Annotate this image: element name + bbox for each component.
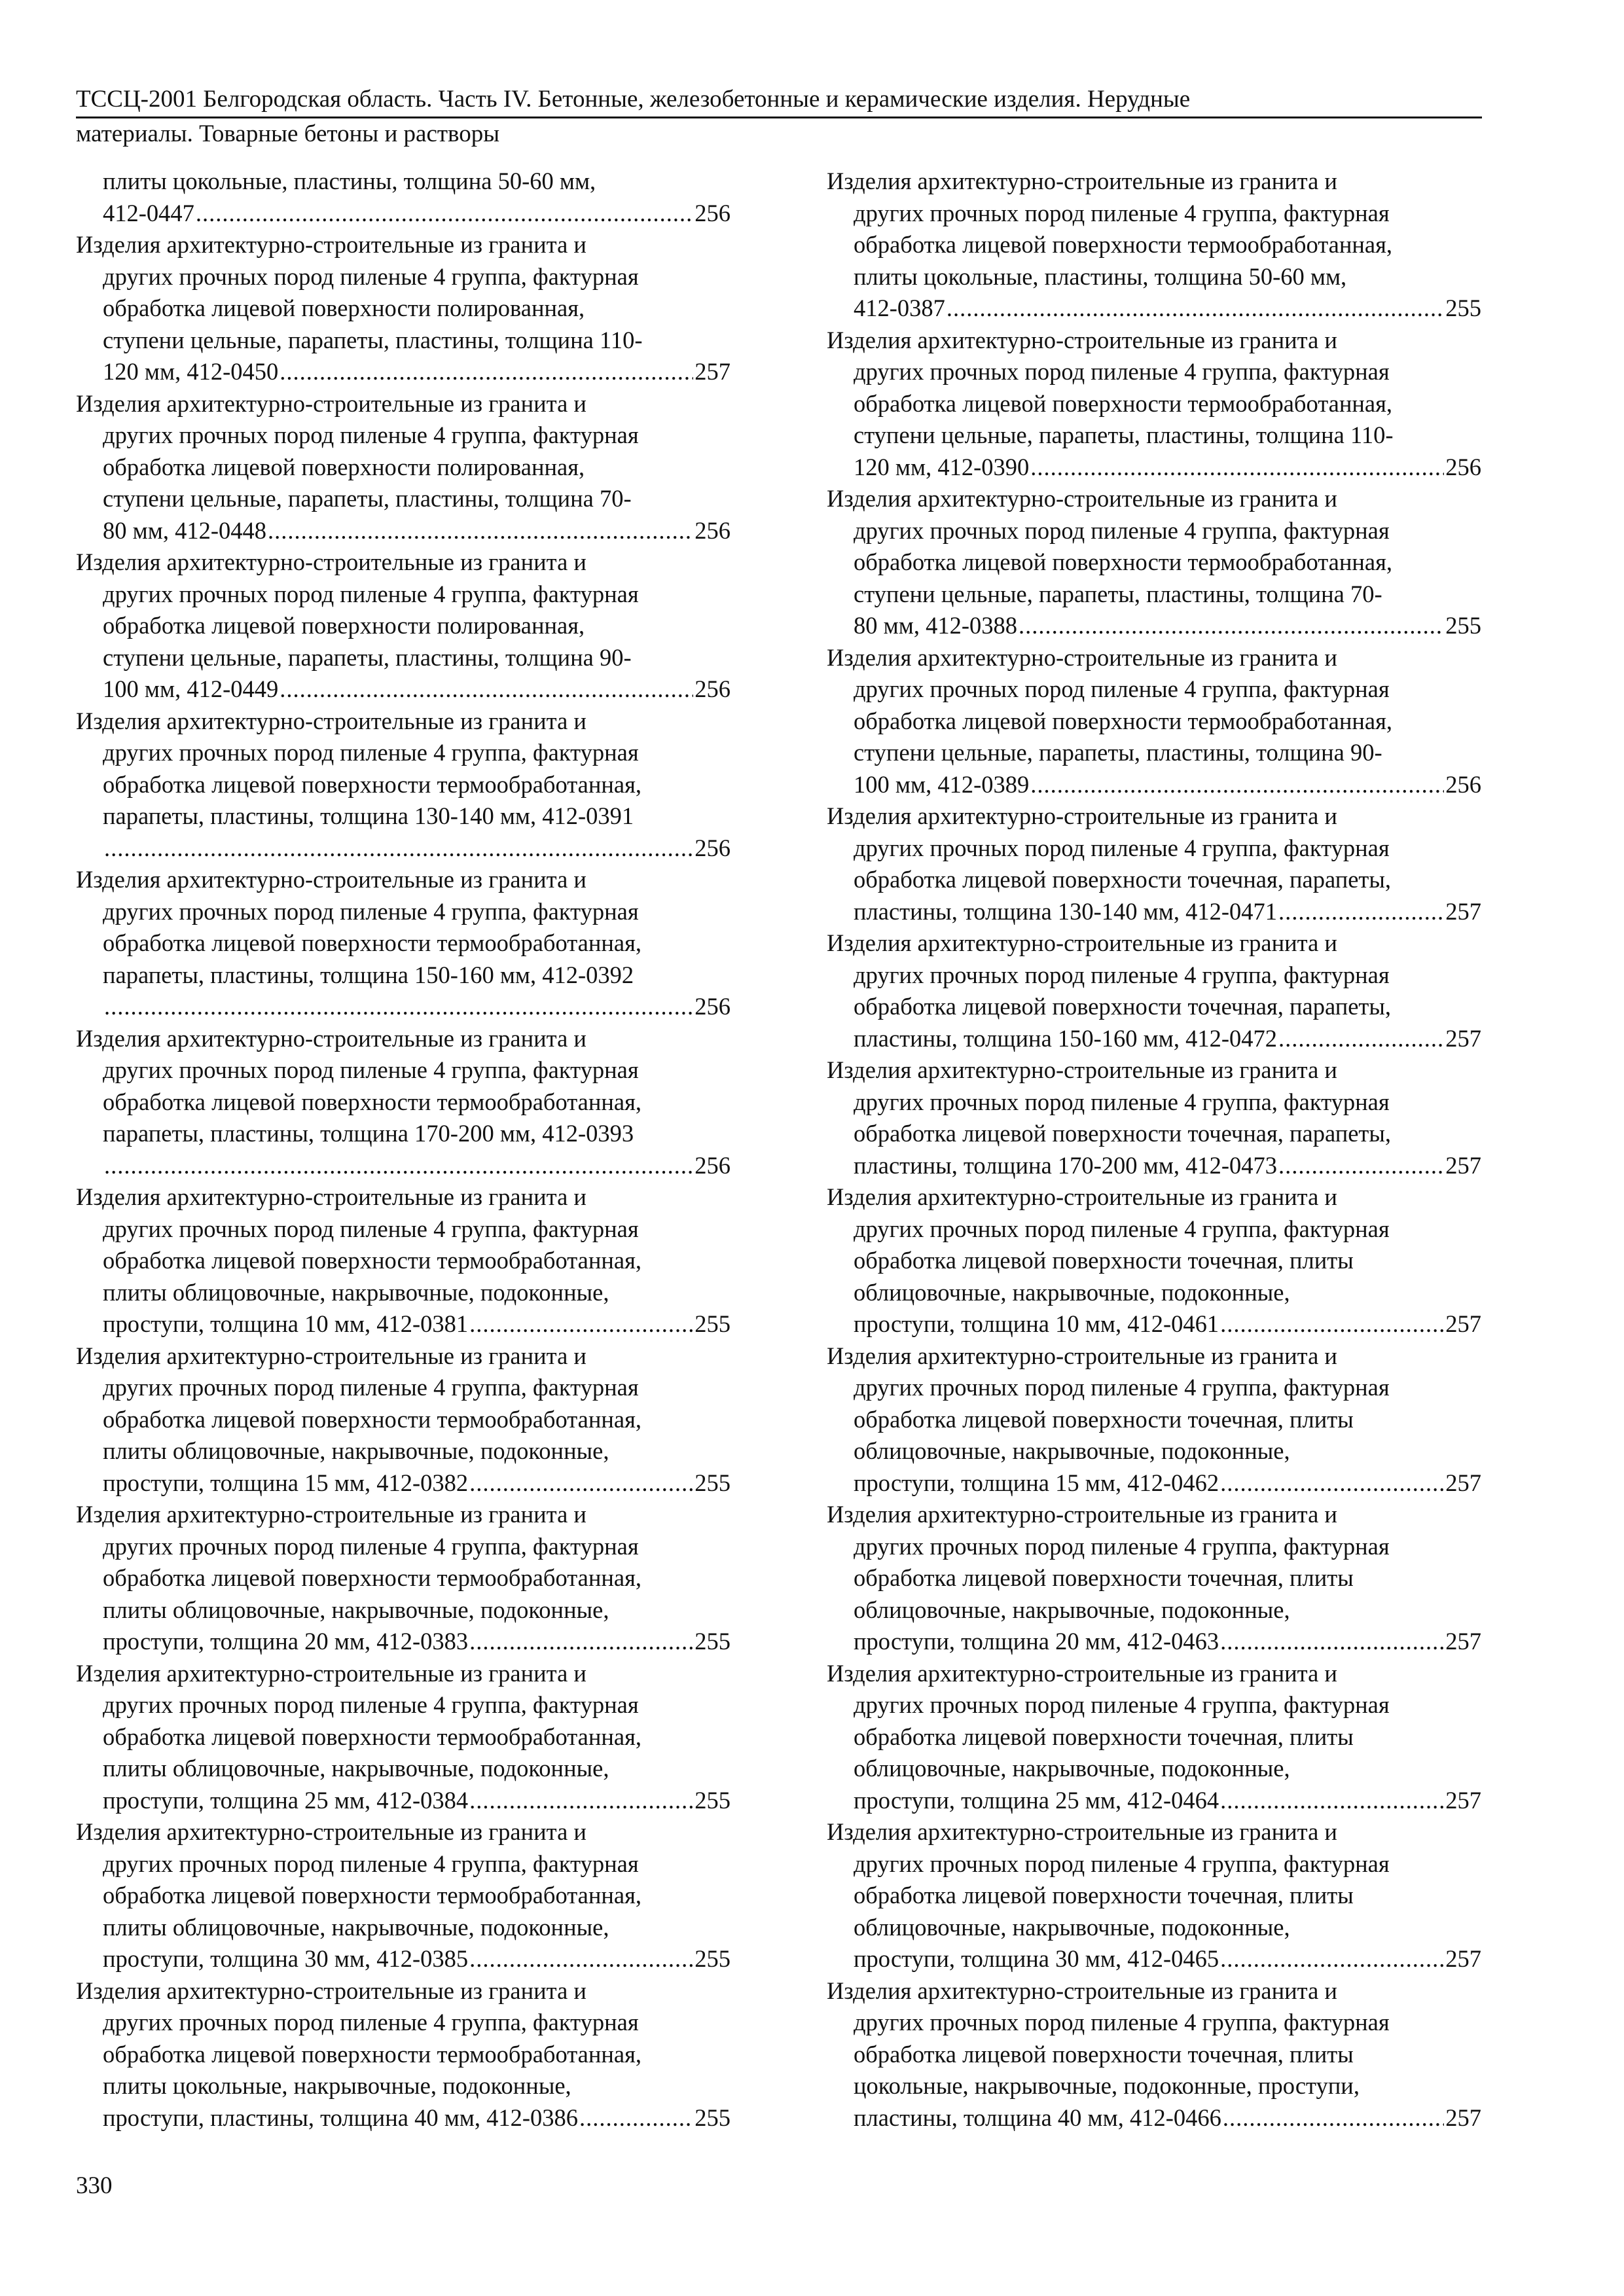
dot-leader xyxy=(104,1150,693,1182)
index-entry-last-line xyxy=(76,2102,731,2134)
index-entry-line: ступени цельные, парапеты, пластины, толщина 90- xyxy=(854,739,1382,766)
index-entry-page-ref: 256 xyxy=(695,199,731,226)
index-entry-text: проступи, толщина 30 мм, 412-0465 xyxy=(854,1945,1219,1972)
index-entry-text: проступи, толщина 30 мм, 412-0385 xyxy=(103,1945,469,1972)
index-entry-line: обработка лицевой поверхности термообработанная, xyxy=(103,2040,642,2068)
index-entry-line: Изделия архитектурно-строительные из гранита и xyxy=(76,389,586,417)
index-entry xyxy=(827,1975,1481,2134)
index-entry-last-line xyxy=(827,1150,1481,1182)
index-entry-page-ref: 257 xyxy=(1445,1628,1481,1655)
index-entry xyxy=(827,1340,1481,1499)
index-entry xyxy=(827,642,1481,801)
dot-leader xyxy=(268,515,693,547)
index-entry-page-ref: 256 xyxy=(695,834,731,861)
index-entry-last-line xyxy=(76,1150,731,1182)
index-entry-line: Изделия архитектурно-строительные из гранита и xyxy=(827,929,1337,956)
dot-leader xyxy=(1223,2102,1444,2134)
index-entry-line: других прочных пород пиленые 4 группа, фактурная xyxy=(103,580,639,607)
index-entry-line: обработка лицевой поверхности термообработанная, xyxy=(854,231,1393,258)
index-entry-text: 120 мм, 412-0450 xyxy=(103,358,279,385)
index-entry-line: обработка лицевой поверхности термообработанная, xyxy=(103,1405,642,1433)
index-entry xyxy=(827,1658,1481,1817)
header-title-line-1: ТССЦ-2001 Белгородская область. Часть IV. Бетонные, железобетонные и керамические изделия. Нерудные xyxy=(76,84,1482,118)
index-entry-line: обработка лицевой поверхности термообработанная, xyxy=(103,770,642,798)
index-entry-line: других прочных пород пиленые 4 группа, фактурная xyxy=(854,1088,1390,1115)
index-entry-last-line xyxy=(827,769,1481,801)
dot-leader xyxy=(1220,1467,1444,1499)
index-entry-last-line xyxy=(827,1785,1481,1817)
index-entry-line: других прочных пород пиленые 4 группа, фактурная xyxy=(103,1374,639,1401)
index-entry-text: проступи, толщина 20 мм, 412-0383 xyxy=(103,1628,469,1655)
dot-leader xyxy=(469,1785,693,1817)
index-entry-line: обработка лицевой поверхности полированная, xyxy=(103,612,585,639)
index-entry xyxy=(76,1816,731,1975)
index-entry xyxy=(827,800,1481,927)
dot-leader xyxy=(1278,1150,1444,1182)
index-entry-text: пластины, толщина 40 мм, 412-0466 xyxy=(854,2104,1221,2131)
dot-leader xyxy=(1220,1785,1444,1817)
index-entry-text: проступи, толщина 25 мм, 412-0464 xyxy=(854,1786,1219,1814)
index-entry-line: Изделия архитектурно-строительные из гранита и xyxy=(827,1056,1337,1083)
dot-leader xyxy=(1030,452,1444,484)
index-entry-line: обработка лицевой поверхности термообработанная, xyxy=(854,389,1393,417)
index-entry-line: обработка лицевой поверхности точечная, парапеты, xyxy=(854,1120,1392,1147)
index-entry xyxy=(827,927,1481,1054)
index-entry-line: Изделия архитектурно-строительные из гранита и xyxy=(76,866,586,893)
index-entry-last-line xyxy=(827,1308,1481,1340)
index-entry-line: ступени цельные, парапеты, пластины, толщина 70- xyxy=(103,485,632,512)
index-entry-page-ref: 257 xyxy=(1445,1151,1481,1179)
page-number: 330 xyxy=(76,2172,113,2199)
index-entry-line: других прочных пород пиленые 4 группа, фактурная xyxy=(103,1691,639,1718)
index-entry-text: проступи, толщина 10 мм, 412-0461 xyxy=(854,1310,1219,1337)
index-entry-last-line xyxy=(76,198,731,230)
index-entry-page-ref: 255 xyxy=(695,1310,731,1337)
index-entry-last-line xyxy=(827,2102,1481,2134)
index-entry xyxy=(76,229,731,388)
index-entry-page-ref: 257 xyxy=(1445,2104,1481,2131)
index-entry xyxy=(76,706,731,865)
index-entry-line: Изделия архитектурно-строительные из гранита и xyxy=(76,1501,586,1528)
index-entry-line: парапеты, пластины, толщина 130-140 мм, 412-0391 xyxy=(103,802,634,829)
index-entry-line: плиты облицовочные, накрывочные, подоконные, xyxy=(103,1437,609,1464)
index-entry-line: обработка лицевой поверхности термообработанная, xyxy=(103,1564,642,1591)
index-entry-line: парапеты, пластины, толщина 170-200 мм, 412-0393 xyxy=(103,1120,634,1147)
dot-leader xyxy=(104,833,693,865)
index-entry-line: обработка лицевой поверхности точечная, плиты xyxy=(854,1247,1354,1274)
index-entry-line: обработка лицевой поверхности точечная, плиты xyxy=(854,1882,1354,1909)
index-entry-line: Изделия архитектурно-строительные из гранита и xyxy=(76,1342,586,1369)
index-entry-page-ref: 256 xyxy=(695,516,731,544)
index-entry-text: 412-0447 xyxy=(103,199,194,226)
index-entry-line: обработка лицевой поверхности термообработанная, xyxy=(103,1247,642,1274)
index-entry-page-ref: 255 xyxy=(695,1469,731,1496)
index-entry-line: других прочных пород пиленые 4 группа, фактурная xyxy=(103,1056,639,1083)
index-entry-line: Изделия архитектурно-строительные из гранита и xyxy=(76,1818,586,1845)
dot-leader xyxy=(196,198,693,230)
index-entry-last-line xyxy=(76,673,731,706)
index-entry-line: других прочных пород пиленые 4 группа, фактурная xyxy=(854,1532,1390,1560)
index-entry-page-ref: 255 xyxy=(1445,612,1481,639)
index-entry-line: других прочных пород пиленые 4 группа, фактурная xyxy=(103,2009,639,2036)
index-entry-text: 412-0387 xyxy=(854,295,945,321)
index-entry-line: других прочных пород пиленые 4 группа, фактурная xyxy=(854,834,1390,861)
index-entry-line: ступени цельные, парапеты, пластины, толщина 70- xyxy=(854,580,1382,607)
index-entry-line: других прочных пород пиленые 4 группа, фактурная xyxy=(854,1850,1390,1877)
dot-leader xyxy=(104,991,693,1023)
index-entry xyxy=(76,1499,731,1658)
header-title-line-2: материалы. Товарные бетоны и растворы xyxy=(76,120,500,147)
index-entry-line: других прочных пород пиленые 4 группа, фактурная xyxy=(854,961,1390,988)
index-entry-line: обработка лицевой поверхности точечная, плиты xyxy=(854,2040,1354,2068)
index-entry-line: других прочных пород пиленые 4 группа, фактурная xyxy=(854,516,1390,544)
index-entry-page-ref: 257 xyxy=(1445,897,1481,925)
dot-leader xyxy=(1220,1626,1444,1658)
index-entry-line: плиты облицовочные, накрывочные, подоконные, xyxy=(103,1913,609,1941)
index-entry-last-line xyxy=(827,1626,1481,1658)
index-entry xyxy=(827,1816,1481,1975)
index-entry-line: других прочных пород пиленые 4 группа, фактурная xyxy=(854,199,1390,226)
index-entry-text: проступи, пластины, толщина 40 мм, 412-0386 xyxy=(103,2104,579,2131)
index-entry xyxy=(76,166,731,229)
index-entry-line: Изделия архитектурно-строительные из гранита и xyxy=(827,643,1337,671)
index-entry-line: Изделия архитектурно-строительные из гранита и xyxy=(827,1818,1337,1845)
dot-leader xyxy=(1220,1308,1444,1340)
index-entry-line: облицовочные, накрывочные, подоконные, xyxy=(854,1278,1290,1306)
index-entry-last-line xyxy=(827,293,1481,325)
index-entry xyxy=(76,1181,731,1340)
index-entry-line: обработка лицевой поверхности термообработанная, xyxy=(103,929,642,956)
index-entry-line: ступени цельные, парапеты, пластины, толщина 110- xyxy=(103,326,643,353)
index-entry-last-line xyxy=(76,1785,731,1817)
index-entry-line: других прочных пород пиленые 4 группа, фактурная xyxy=(103,1532,639,1560)
index-entry-line: Изделия архитектурно-строительные из гранита и xyxy=(827,1659,1337,1687)
index-entry-line: обработка лицевой поверхности полированная, xyxy=(103,453,585,480)
index-entry-text: 120 мм, 412-0390 xyxy=(854,453,1030,480)
index-entry xyxy=(76,547,731,706)
index-entry-line: облицовочные, накрывочные, подоконные, xyxy=(854,1596,1290,1623)
index-entry-line: Изделия архитектурно-строительные из гранита и xyxy=(827,485,1337,512)
index-entry-line: облицовочные, накрывочные, подоконные, xyxy=(854,1755,1290,1782)
index-entry-line: плиты цокольные, накрывочные, подоконные, xyxy=(103,2072,571,2099)
index-entry-last-line xyxy=(827,610,1481,642)
index-entry-line: других прочных пород пиленые 4 группа, фактурная xyxy=(854,1215,1390,1242)
index-entry xyxy=(76,1975,731,2134)
index-entry-text: проступи, толщина 25 мм, 412-0384 xyxy=(103,1786,469,1814)
index-entry-text: проступи, толщина 15 мм, 412-0462 xyxy=(854,1469,1219,1496)
index-entry-last-line xyxy=(76,1308,731,1340)
index-entry-text: 80 мм, 412-0388 xyxy=(854,612,1017,639)
running-header xyxy=(76,84,1482,150)
index-entry-line: других прочных пород пиленые 4 группа, фактурная xyxy=(854,358,1390,385)
index-entry-line: Изделия архитектурно-строительные из гранита и xyxy=(827,168,1337,194)
index-entry-line: других прочных пород пиленые 4 группа, фактурная xyxy=(103,262,639,290)
index-entry-text: 80 мм, 412-0448 xyxy=(103,516,266,544)
index-entry-line: ступени цельные, парапеты, пластины, толщина 90- xyxy=(103,643,632,671)
index-entry-text: проступи, толщина 20 мм, 412-0463 xyxy=(854,1628,1219,1655)
index-entry xyxy=(76,388,731,547)
index-entry-text: пластины, толщина 170-200 мм, 412-0473 xyxy=(854,1151,1278,1179)
index-entry-text: проступи, толщина 10 мм, 412-0381 xyxy=(103,1310,469,1337)
index-entry-last-line xyxy=(76,1943,731,1975)
dot-leader xyxy=(469,1467,693,1499)
index-entry-page-ref: 257 xyxy=(1445,1945,1481,1972)
index-entry-line: обработка лицевой поверхности точечная, парапеты, xyxy=(854,866,1392,893)
index-entry-line: Изделия архитектурно-строительные из гранита и xyxy=(76,1659,586,1687)
index-entry-line: плиты облицовочные, накрывочные, подоконные, xyxy=(103,1596,609,1623)
index-entry-line: Изделия архитектурно-строительные из гранита и xyxy=(76,1977,586,2004)
index-entry-page-ref: 256 xyxy=(695,1151,731,1179)
index-entry-line: Изделия архитектурно-строительные из гранита и xyxy=(827,1342,1337,1369)
index-entry-line: Изделия архитектурно-строительные из гранита и xyxy=(76,1024,586,1052)
index-entry xyxy=(76,1340,731,1499)
index-entry-line: плиты облицовочные, накрывочные, подоконные, xyxy=(103,1755,609,1782)
index-entry-line: Изделия архитектурно-строительные из гранита и xyxy=(827,1501,1337,1528)
index-entry-line: обработка лицевой поверхности термообработанная, xyxy=(854,548,1393,575)
index-entry-page-ref: 256 xyxy=(695,993,731,1020)
index-entry-last-line xyxy=(76,1467,731,1499)
index-entry-line: Изделия архитектурно-строительные из гранита и xyxy=(827,1977,1337,2004)
index-entry-text: пластины, толщина 150-160 мм, 412-0472 xyxy=(854,1024,1278,1052)
index-entry-page-ref: 257 xyxy=(1445,1024,1481,1052)
index-entry-last-line xyxy=(76,1626,731,1658)
dot-leader xyxy=(1278,1023,1444,1055)
index-entry xyxy=(827,325,1481,484)
index-entry-line: обработка лицевой поверхности термообработанная, xyxy=(103,1088,642,1115)
index-entry-last-line xyxy=(827,1467,1481,1499)
index-entry-line: плиты цокольные, пластины, толщина 50-60 мм, xyxy=(103,168,596,194)
index-entry-line: обработка лицевой поверхности термообработанная, xyxy=(103,1882,642,1909)
index-entry-line: парапеты, пластины, толщина 150-160 мм, 412-0392 xyxy=(103,961,634,988)
index-entry-page-ref: 255 xyxy=(695,1945,731,1972)
index-entry-page-ref: 256 xyxy=(695,675,731,702)
index-entry-line: Изделия архитектурно-строительные из гранита и xyxy=(76,1183,586,1210)
index-entry xyxy=(827,1499,1481,1658)
index-entry-line: обработка лицевой поверхности точечная, плиты xyxy=(854,1405,1354,1433)
index-column-right xyxy=(827,166,1481,2134)
index-entry xyxy=(827,166,1481,325)
index-entry-page-ref: 256 xyxy=(1445,453,1481,480)
index-entry-last-line xyxy=(76,833,731,865)
index-entry-line: других прочных пород пиленые 4 группа, фактурная xyxy=(103,1850,639,1877)
index-column-left xyxy=(76,166,731,2134)
dot-leader xyxy=(469,1943,693,1975)
index-entry xyxy=(827,1181,1481,1340)
index-entry-line: Изделия архитектурно-строительные из гранита и xyxy=(76,231,586,258)
index-entry xyxy=(827,483,1481,642)
index-entry-line: других прочных пород пиленые 4 группа, фактурная xyxy=(103,422,639,448)
index-entry-line: облицовочные, накрывочные, подоконные, xyxy=(854,1913,1290,1941)
index-entry-line: плиты цокольные, пластины, толщина 50-60 мм, xyxy=(854,262,1347,290)
index-entry-line: Изделия архитектурно-строительные из гранита и xyxy=(76,548,586,575)
index-entry-text: 100 мм, 412-0449 xyxy=(103,675,279,702)
index-entry-page-ref: 256 xyxy=(1445,770,1481,798)
index-entry-line: обработка лицевой поверхности термообработанная, xyxy=(854,707,1393,734)
index-entry xyxy=(76,1658,731,1817)
dot-leader xyxy=(947,293,1444,325)
index-entry-line: других прочных пород пиленые 4 группа, фактурная xyxy=(103,739,639,766)
dot-leader xyxy=(1278,896,1444,928)
index-entry-page-ref: 257 xyxy=(1445,1469,1481,1496)
index-entry xyxy=(827,1054,1481,1181)
dot-leader xyxy=(469,1626,693,1658)
index-entry-line: обработка лицевой поверхности точечная, парапеты, xyxy=(854,993,1392,1020)
index-entry-page-ref: 255 xyxy=(695,1628,731,1655)
dot-leader xyxy=(1019,610,1444,642)
index-entry-text: проступи, толщина 15 мм, 412-0382 xyxy=(103,1469,469,1496)
index-entry-line: других прочных пород пиленые 4 группа, фактурная xyxy=(854,2009,1390,2036)
index-entry-page-ref: 257 xyxy=(695,358,731,385)
index-entry-line: Изделия архитектурно-строительные из гранита и xyxy=(827,1183,1337,1210)
index-entry-line: ступени цельные, парапеты, пластины, толщина 110- xyxy=(854,422,1394,448)
index-entry-last-line xyxy=(76,515,731,547)
index-entry-line: Изделия архитектурно-строительные из гранита и xyxy=(76,707,586,734)
dot-leader xyxy=(1030,769,1444,801)
index-entry-line: облицовочные, накрывочные, подоконные, xyxy=(854,1437,1290,1464)
index-entry-text: пластины, толщина 130-140 мм, 412-0471 xyxy=(854,897,1278,925)
index-entry-page-ref: 257 xyxy=(1445,1786,1481,1814)
dot-leader xyxy=(579,2102,693,2134)
index-entry-page-ref: 257 xyxy=(1445,1310,1481,1337)
index-entry-last-line xyxy=(76,991,731,1023)
index-entry-last-line xyxy=(827,896,1481,928)
dot-leader xyxy=(280,673,693,706)
dot-leader xyxy=(469,1308,693,1340)
index-entry-line: других прочных пород пиленые 4 группа, фактурная xyxy=(854,675,1390,702)
index-entry-line: обработка лицевой поверхности точечная, плиты xyxy=(854,1564,1354,1591)
index-entry-last-line xyxy=(827,1943,1481,1975)
index-entry-line: других прочных пород пиленые 4 группа, фактурная xyxy=(103,1215,639,1242)
dot-leader xyxy=(1220,1943,1444,1975)
index-entry-line: других прочных пород пиленые 4 группа, фактурная xyxy=(103,897,639,925)
index-entry-line: Изделия архитектурно-строительные из гранита и xyxy=(827,802,1337,829)
dot-leader xyxy=(280,356,693,388)
index-entry-line: обработка лицевой поверхности точечная, плиты xyxy=(854,1723,1354,1750)
index-entry-line: Изделия архитектурно-строительные из гранита и xyxy=(827,326,1337,353)
index-entry xyxy=(76,1023,731,1182)
index-entry-line: плиты облицовочные, накрывочные, подоконные, xyxy=(103,1278,609,1306)
index-entry-line: цокольные, накрывочные, подоконные, проступи, xyxy=(854,2072,1360,2099)
index-entry-line: обработка лицевой поверхности полированная, xyxy=(103,295,585,321)
index-entry xyxy=(76,864,731,1023)
index-entry-page-ref: 255 xyxy=(695,1786,731,1814)
index-entry-text: 100 мм, 412-0389 xyxy=(854,770,1030,798)
index-entry-last-line xyxy=(827,452,1481,484)
index-entry-line: обработка лицевой поверхности термообработанная, xyxy=(103,1723,642,1750)
index-entry-last-line xyxy=(76,356,731,388)
index-entry-last-line xyxy=(827,1023,1481,1055)
index-entry-page-ref: 255 xyxy=(1445,295,1481,321)
index-entry-page-ref: 255 xyxy=(695,2104,731,2131)
index-entry-line: других прочных пород пиленые 4 группа, фактурная xyxy=(854,1691,1390,1718)
index-entry-line: других прочных пород пиленые 4 группа, фактурная xyxy=(854,1374,1390,1401)
